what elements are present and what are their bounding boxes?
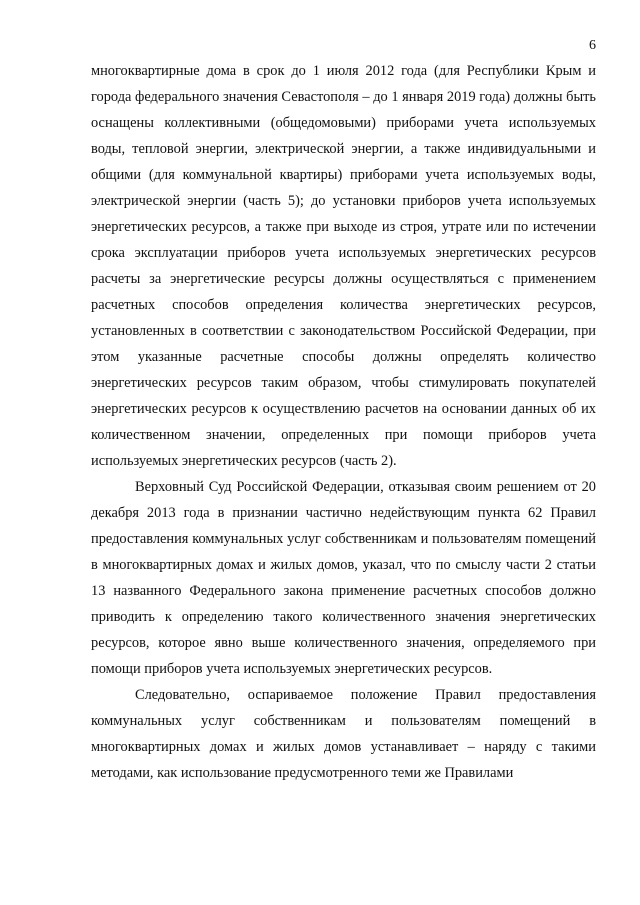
paragraph-continuation: многоквартирные дома в срок до 1 июля 2012 года (для Республики Крым и города федерального значения Севастополя – до 1 января 2019 года) должны быть оснащены коллективными (общедомовыми) приборами учета используемых воды, тепловой энергии, электрической энергии, а также индивидуальными и общими (для коммунальной квартиры) приборами учета используемых воды, электрической энергии (часть 5); до установки приборов учета используемых энергетических ресурсов, а также при выходе из строя, утрате или по истечении срока эксплуатации приборов учета используемых энергетических ресурсов расчеты за энергетические ресурсы должны осуществляться с применением расчетных способов определения количества энергетических ресурсов, установленных в соответствии с законодательством Российской Федерации, при этом указанные расчетные способы должны определять количество энергетических ресурсов таким образом, чтобы стимулировать покупателей энергетических ресурсов к осуществлению расчетов на основании данных об их количественном значении, определенных при помощи приборов учета используемых энергетических ресурсов (часть 2). bbox=[91, 63, 596, 469]
paragraph-conclusion: Следовательно, оспариваемое положение Правил предоставления коммунальных услуг собственникам и пользователям помещений в многоквартирных домах и жилых домов устанавливает – наряду с такими методами, как использование предусмотренного теми же Правилами bbox=[91, 687, 596, 781]
page-number: 6 bbox=[589, 38, 596, 53]
paragraph-supreme-court: Верховный Суд Российской Федерации, отказывая своим решением от 20 декабря 2013 года в признании частично недействующим пункта 62 Правил предоставления коммунальных услуг собственникам и пользователям помещений в многоквартирных домах и жилых домов, указал, что по смыслу части 2 статьи 13 названного Федерального закона применение расчетных способов должно приводить к определению такого количественного значения энергетических ресурсов, которое явно выше количественного значения, определяемого при помощи приборов учета используемых энергетических ресурсов. bbox=[91, 479, 596, 677]
document-body bbox=[91, 58, 596, 786]
